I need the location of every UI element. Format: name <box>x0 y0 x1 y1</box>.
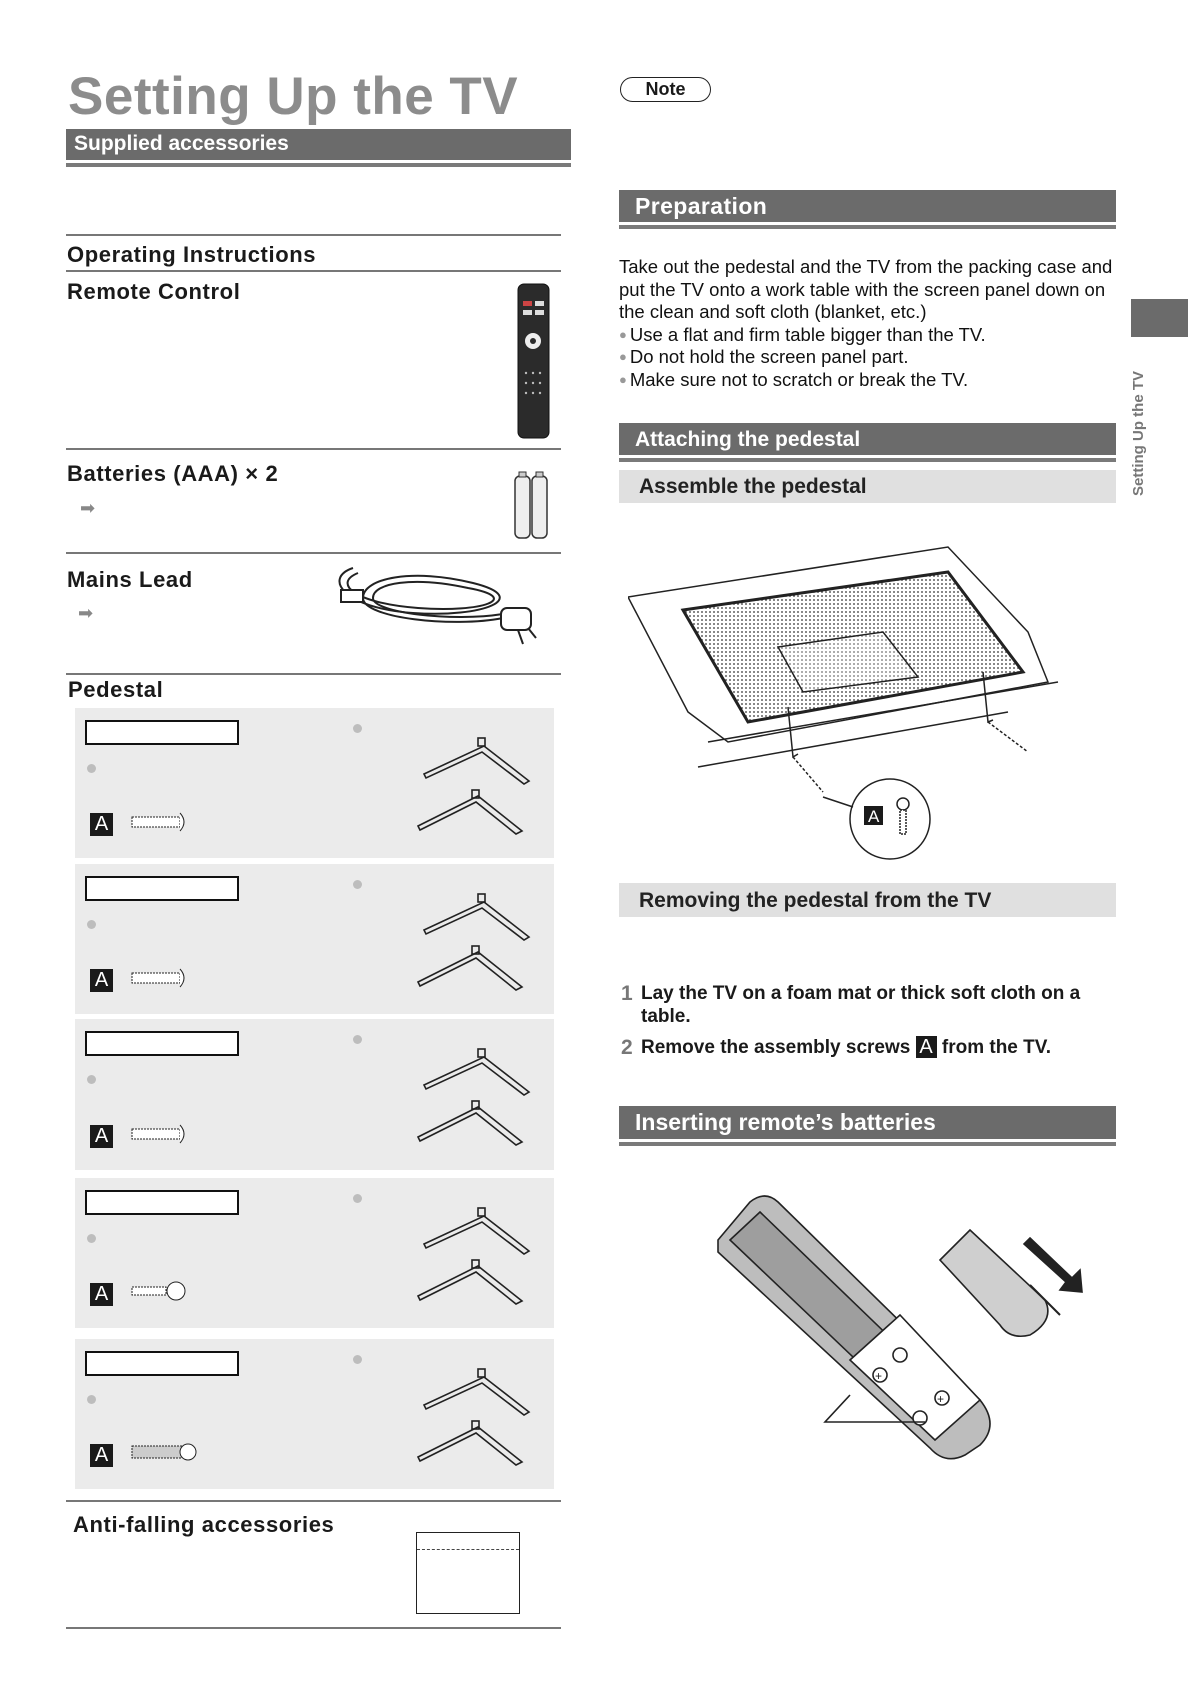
bullet <box>353 1355 362 1364</box>
screw-icon <box>130 1279 190 1303</box>
model-label-box <box>85 1031 239 1056</box>
pedestal-legs-image <box>414 1047 534 1152</box>
arrow-right-icon: ➡ <box>78 603 94 623</box>
section-inserting-batteries: Inserting remote’s batteries <box>619 1106 1116 1142</box>
svg-text:A: A <box>868 807 880 826</box>
subsection-assemble-pedestal: Assemble the pedestal <box>619 470 1116 503</box>
pedestal-variant <box>75 864 554 1014</box>
divider <box>66 448 561 450</box>
item-operating-instructions: Operating Instructions <box>67 242 317 267</box>
svg-text:+: + <box>937 1392 945 1406</box>
side-tab-marker <box>1131 299 1188 337</box>
bullet <box>87 1395 96 1404</box>
tv-pedestal-illustration <box>628 542 1068 862</box>
pedestal-legs-image <box>414 1367 534 1472</box>
pedestal-legs-image <box>414 892 534 997</box>
item-batteries: Batteries (AAA) × 2 <box>67 461 279 486</box>
mains-lead-image <box>333 558 548 658</box>
screw-icon <box>130 1123 190 1145</box>
divider <box>66 1500 561 1502</box>
bullet <box>87 764 96 773</box>
bullet <box>87 1234 96 1243</box>
section-preparation: Preparation <box>619 190 1116 225</box>
screw-badge: A <box>90 969 113 992</box>
screw-badge: A <box>90 1125 113 1148</box>
model-label-box <box>85 1351 239 1376</box>
bullet <box>87 1075 96 1084</box>
item-mains-lead: Mains Lead <box>67 567 193 592</box>
model-label-box <box>85 876 239 901</box>
preparation-text <box>619 256 1119 392</box>
model-label-box <box>85 720 239 745</box>
pedestal-variant <box>75 1019 554 1170</box>
screw-icon <box>130 811 190 833</box>
note-label: Note <box>620 77 711 102</box>
bullet <box>353 724 362 733</box>
divider <box>66 270 561 272</box>
screw-icon <box>130 1440 198 1464</box>
screw-icon <box>130 967 190 989</box>
item-pedestal: Pedestal <box>68 677 164 702</box>
arrow-right-icon: ➡ <box>80 498 96 518</box>
bullet-item: ● Use a flat and firm table bigger than the TV. <box>619 323 986 345</box>
side-tab-label: Setting Up the TV <box>1130 371 1147 496</box>
model-label-box <box>85 1190 239 1215</box>
bullet <box>353 880 362 889</box>
bullet <box>87 920 96 929</box>
divider <box>66 673 561 675</box>
pedestal-variant <box>75 708 554 858</box>
divider <box>66 552 561 554</box>
screw-badge: A <box>90 813 113 836</box>
step-1: 1 Lay the TV on a foam mat or thick soft cloth on a table. <box>621 982 1081 1027</box>
svg-text:+: + <box>875 1369 883 1383</box>
remote-battery-illustration <box>710 1190 1090 1465</box>
divider <box>66 234 561 236</box>
page-title: Setting Up the TV <box>68 67 519 126</box>
divider <box>66 1627 561 1629</box>
anti-falling-image <box>416 1532 520 1614</box>
pedestal-legs-image <box>414 1206 534 1311</box>
remote-control-image <box>517 283 550 439</box>
pedestal-variant <box>75 1339 554 1489</box>
bullet-item: ● Make sure not to scratch or break the TV. <box>619 368 969 390</box>
section-supplied-accessories: Supplied accessories <box>66 129 571 163</box>
step-2: 2 Remove the assembly screws A from the TV. <box>621 1036 1051 1059</box>
bullet <box>353 1194 362 1203</box>
item-anti-falling: Anti-falling accessories <box>73 1512 335 1537</box>
batteries-image <box>513 470 549 542</box>
screw-badge: A <box>90 1283 113 1306</box>
bullet-item: ● Do not hold the screen panel part. <box>619 346 909 368</box>
bullet <box>353 1035 362 1044</box>
item-remote-control: Remote Control <box>67 279 241 304</box>
section-attaching-pedestal: Attaching the pedestal <box>619 423 1116 458</box>
preparation-intro: Take out the pedestal and the TV from the packing case and put the TV onto a work table with the screen panel down on the clean and soft cloth (blanket, etc.) <box>619 256 1113 323</box>
screw-badge: A <box>90 1444 113 1467</box>
subsection-removing-pedestal: Removing the pedestal from the TV <box>619 883 1116 917</box>
pedestal-legs-image <box>414 736 534 841</box>
screw-badge: A <box>916 1036 937 1058</box>
pedestal-variant <box>75 1178 554 1328</box>
